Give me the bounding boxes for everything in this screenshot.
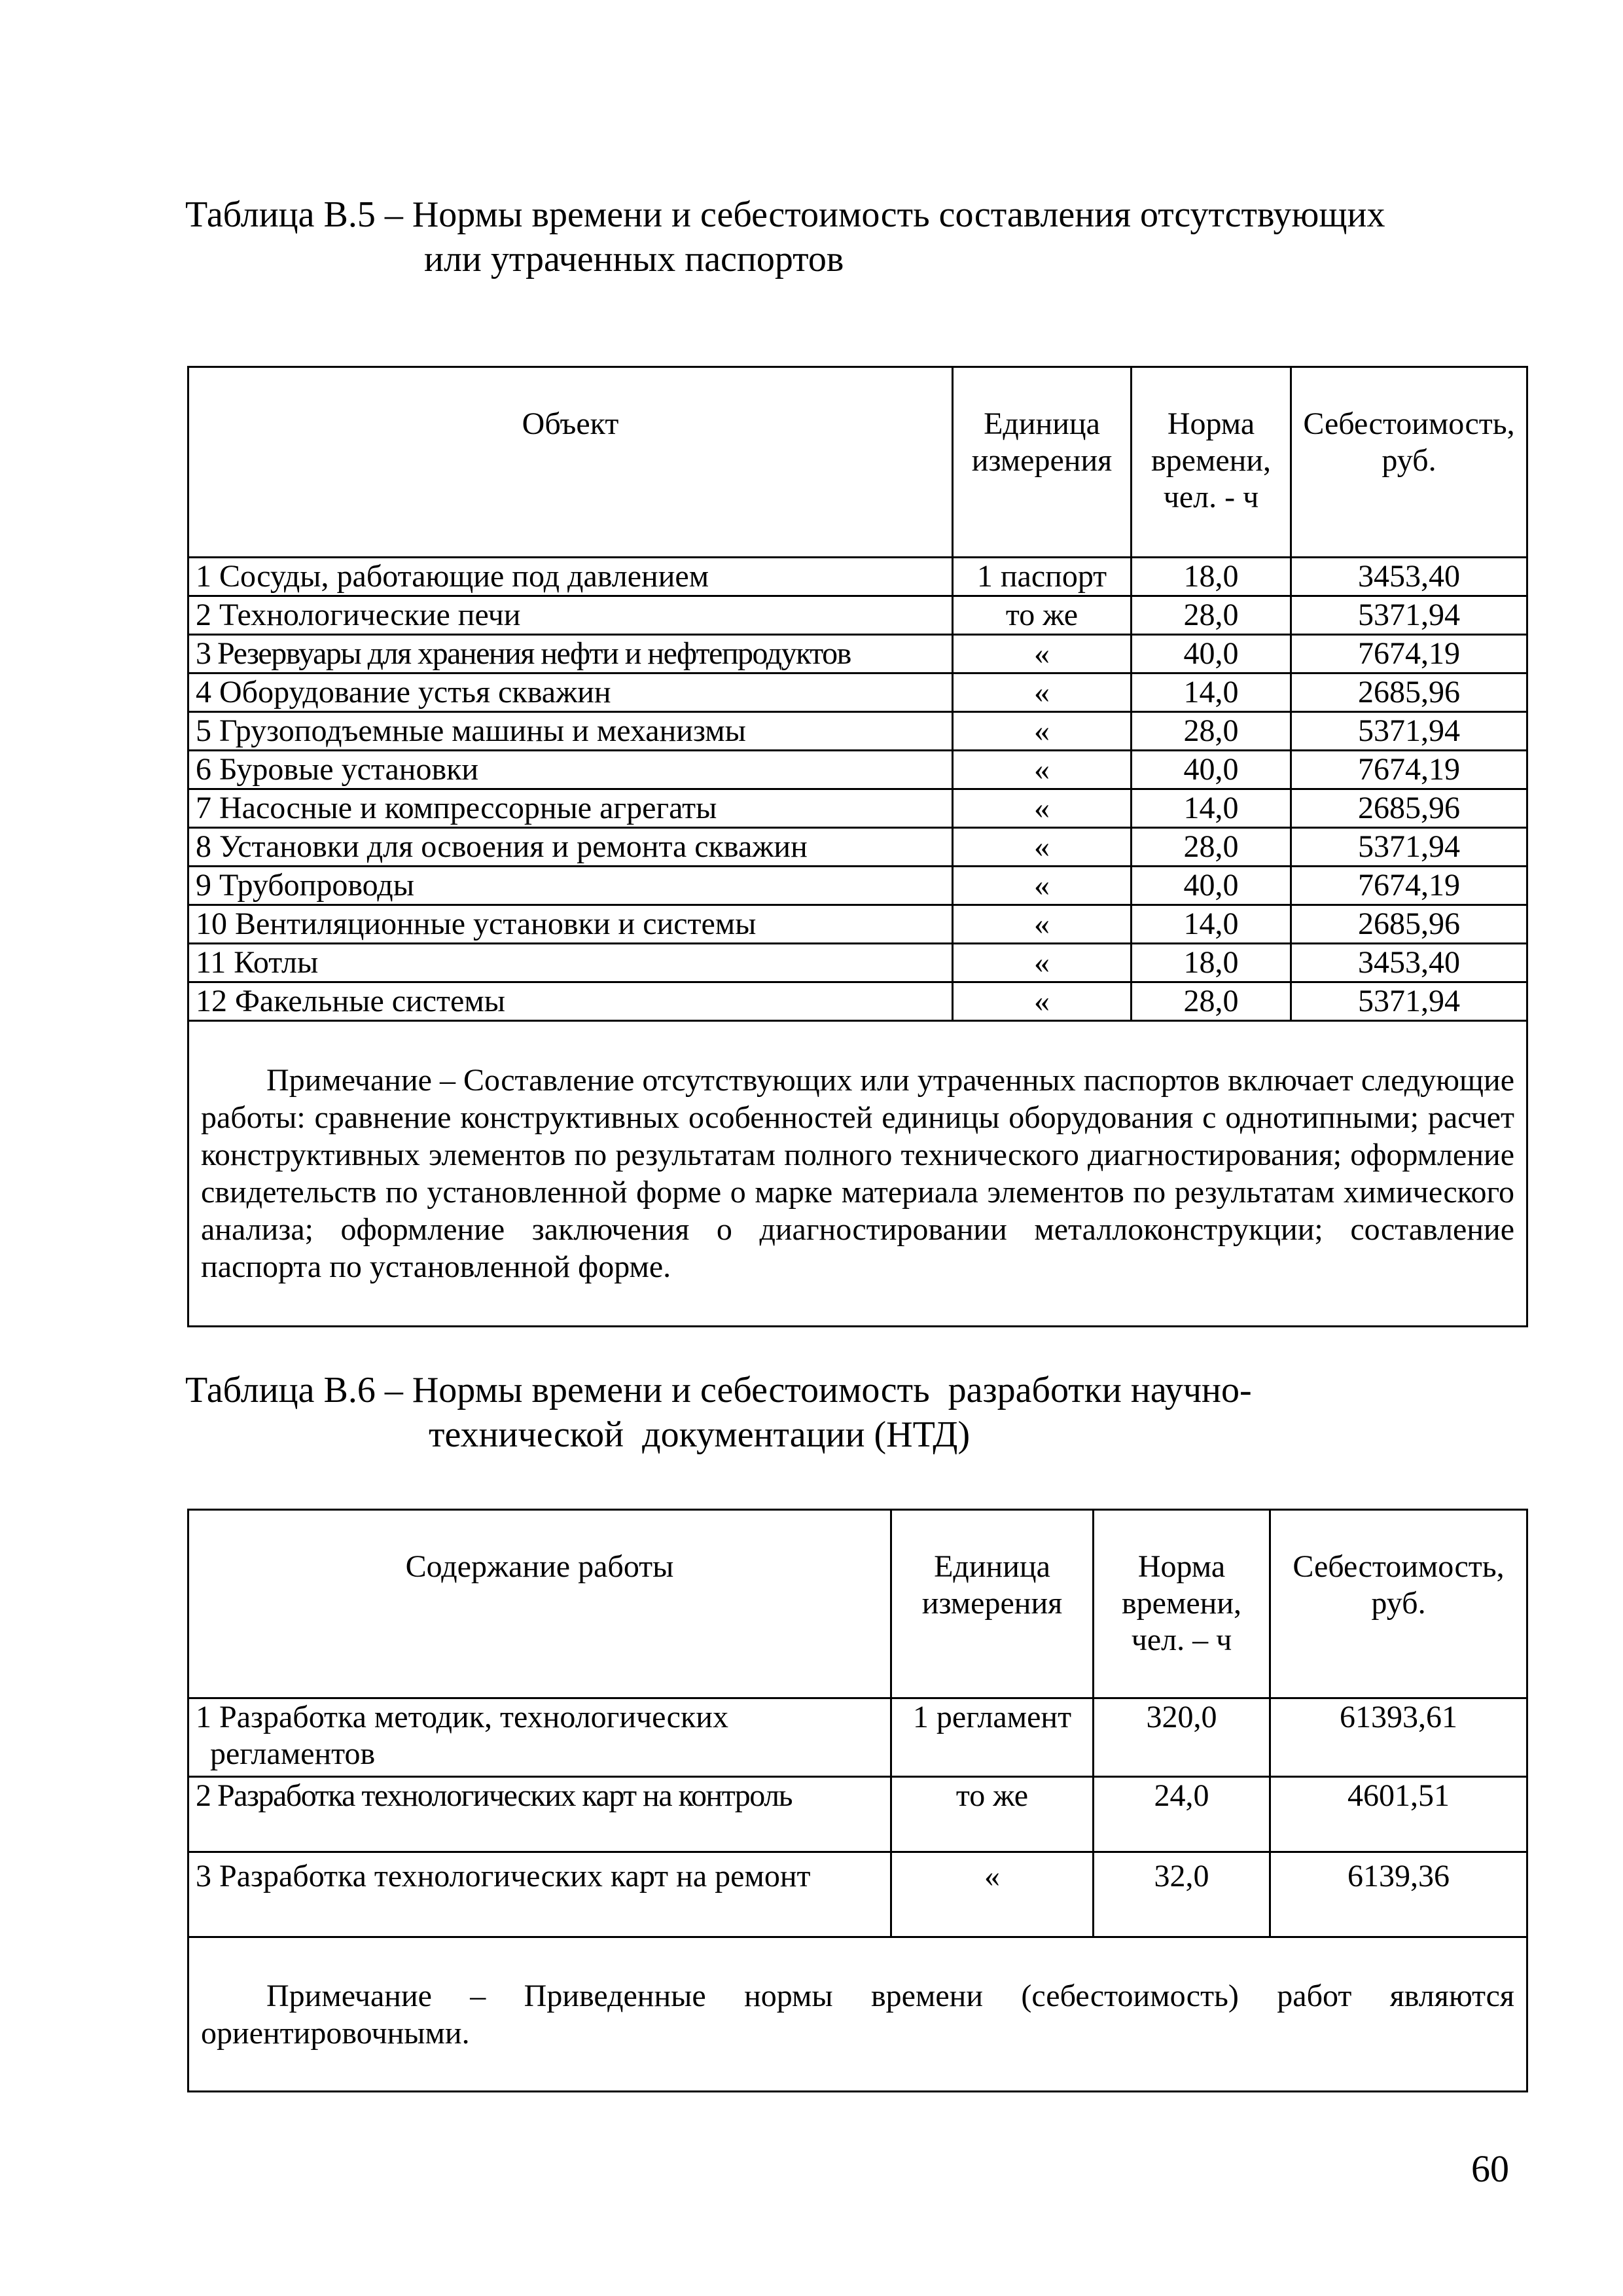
- cell-norm: 18,0: [1132, 944, 1291, 982]
- cell-norm: 18,0: [1132, 558, 1291, 596]
- header-unit: Единица измерения: [891, 1510, 1094, 1698]
- cell-cost: 2685,96: [1291, 673, 1527, 712]
- table-row: [188, 712, 1527, 751]
- table-row: [188, 905, 1527, 944]
- cell-unit: 1 регламент: [891, 1698, 1094, 1777]
- cell-norm: 14,0: [1132, 673, 1291, 712]
- cell-unit: «: [953, 789, 1132, 828]
- cell-unit: «: [953, 828, 1132, 867]
- cell-cost: 61393,61: [1270, 1698, 1527, 1777]
- cell-unit: «: [953, 712, 1132, 751]
- cell-norm: 14,0: [1132, 789, 1291, 828]
- cell-unit: «: [953, 944, 1132, 982]
- cell-norm: 28,0: [1132, 596, 1291, 635]
- cell-unit: «: [953, 867, 1132, 905]
- cell-cost: 5371,94: [1291, 712, 1527, 751]
- cell-norm: 28,0: [1132, 828, 1291, 867]
- table-row: [188, 828, 1527, 867]
- cell-object: 8 Установки для освоения и ремонта скважин: [188, 828, 953, 867]
- table-row: [188, 596, 1527, 635]
- header-work: Содержание работы: [188, 1510, 891, 1698]
- cell-cost: 5371,94: [1291, 828, 1527, 867]
- table-b5-header-row: [188, 367, 1527, 558]
- cell-unit: «: [953, 751, 1132, 789]
- cell-cost: 7674,19: [1291, 751, 1527, 789]
- cell-cost: 7674,19: [1291, 635, 1527, 673]
- table-row: [188, 673, 1527, 712]
- cell-unit: «: [953, 905, 1132, 944]
- table-b6-header-row: [188, 1510, 1527, 1698]
- cell-norm: 28,0: [1132, 712, 1291, 751]
- cell-norm: 28,0: [1132, 982, 1291, 1021]
- cell-unit: то же: [953, 596, 1132, 635]
- table-row: [188, 789, 1527, 828]
- cell-norm: 24,0: [1094, 1777, 1270, 1852]
- cell-cost: 5371,94: [1291, 982, 1527, 1021]
- header-cost: Себестоимость, руб.: [1291, 367, 1527, 558]
- header-norm: Норма времени, чел. - ч: [1132, 367, 1291, 558]
- cell-unit: «: [953, 673, 1132, 712]
- header-unit: Единица измерения: [953, 367, 1132, 558]
- cell-object: 9 Трубопроводы: [188, 867, 953, 905]
- table-b6-caption-line1: Таблица В.6 – Нормы времени и себестоимость разработки научно-: [185, 1370, 1252, 1410]
- table-row: [188, 751, 1527, 789]
- header-cost: Себестоимость, руб.: [1270, 1510, 1527, 1698]
- cell-norm: 40,0: [1132, 751, 1291, 789]
- cell-norm: 320,0: [1094, 1698, 1270, 1777]
- cell-object: 12 Факельные системы: [188, 982, 953, 1021]
- page-number: 60: [1471, 2147, 1509, 2190]
- header-norm: Норма времени, чел. – ч: [1094, 1510, 1270, 1698]
- cell-cost: 2685,96: [1291, 905, 1527, 944]
- cell-norm: 14,0: [1132, 905, 1291, 944]
- table-b5-caption-line2: или утраченных паспортов: [424, 239, 844, 279]
- cell-work: 1 Разработка методик, технологических регламентов: [188, 1698, 891, 1777]
- cell-cost: 5371,94: [1291, 596, 1527, 635]
- table-row: [188, 1698, 1527, 1777]
- cell-cost: 4601,51: [1270, 1777, 1527, 1852]
- table-row: [188, 944, 1527, 982]
- table-b5-caption: [185, 192, 1385, 281]
- table-row: [188, 635, 1527, 673]
- cell-unit: «: [891, 1852, 1094, 1937]
- cell-object: 4 Оборудование устья скважин: [188, 673, 953, 712]
- cell-unit: «: [953, 982, 1132, 1021]
- cell-object: 11 Котлы: [188, 944, 953, 982]
- table-b5-caption-line1: Таблица В.5 – Нормы времени и себестоимость составления отсутствующих: [185, 194, 1385, 235]
- cell-object: 7 Насосные и компрессорные агрегаты: [188, 789, 953, 828]
- cell-unit: 1 паспорт: [953, 558, 1132, 596]
- table-b6-caption: [185, 1368, 1252, 1457]
- cell-object: 2 Технологические печи: [188, 596, 953, 635]
- cell-object: 1 Сосуды, работающие под давлением: [188, 558, 953, 596]
- table-b6: [187, 1509, 1528, 2092]
- cell-cost: 6139,36: [1270, 1852, 1527, 1937]
- cell-unit: то же: [891, 1777, 1094, 1852]
- cell-cost: 7674,19: [1291, 867, 1527, 905]
- cell-norm: 40,0: [1132, 867, 1291, 905]
- table-b6-note: Примечание – Приведенные нормы времени (себестоимость) работ являются ориентировочными.: [188, 1937, 1527, 2092]
- table-b5-note-row: [188, 1021, 1527, 1327]
- table-b6-note-row: [188, 1937, 1527, 2092]
- table-row: [188, 558, 1527, 596]
- table-b5-note: Примечание – Составление отсутствующих или утраченных паспортов включает следующие работы: сравнение конструктивных особенностей единицы оборудования с однотипными; расчет конструктивных элементов по результатам полного технического диагностирования; оформление свидетельств по установленной форме о марке материала элементов по результатам химического анализа; оформление заключения о диагностировании металлоконструкции; составление паспорта по установленной форме.: [188, 1021, 1527, 1327]
- cell-object: 5 Грузоподъемные машины и механизмы: [188, 712, 953, 751]
- cell-object: 10 Вентиляционные установки и системы: [188, 905, 953, 944]
- cell-cost: 3453,40: [1291, 558, 1527, 596]
- table-row: [188, 1852, 1527, 1937]
- table-b6-caption-line2: технической документации (НТД): [429, 1414, 971, 1455]
- cell-work: 2 Разработка технологических карт на контроль: [188, 1777, 891, 1852]
- table-row: [188, 867, 1527, 905]
- header-object: Объект: [188, 367, 953, 558]
- cell-cost: 3453,40: [1291, 944, 1527, 982]
- cell-unit: «: [953, 635, 1132, 673]
- table-row: [188, 982, 1527, 1021]
- table-row: [188, 1777, 1527, 1852]
- cell-work: 3 Разработка технологических карт на ремонт: [188, 1852, 891, 1937]
- cell-object: 3 Резервуары для хранения нефти и нефтепродуктов: [188, 635, 953, 673]
- cell-cost: 2685,96: [1291, 789, 1527, 828]
- cell-norm: 32,0: [1094, 1852, 1270, 1937]
- table-b5: [187, 366, 1528, 1327]
- cell-norm: 40,0: [1132, 635, 1291, 673]
- cell-object: 6 Буровые установки: [188, 751, 953, 789]
